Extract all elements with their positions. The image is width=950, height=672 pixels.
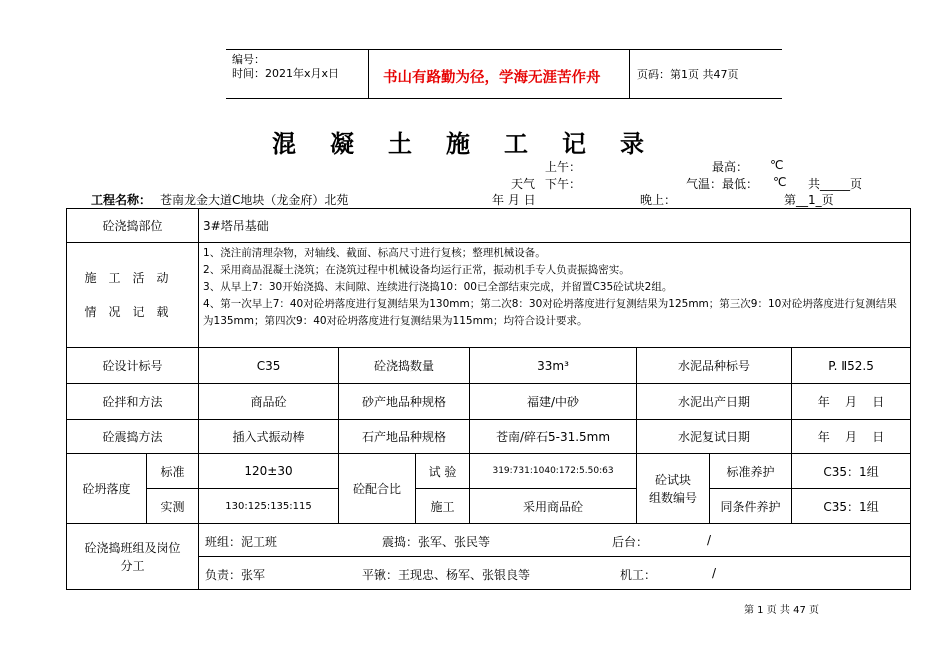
team-row-1 — [199, 524, 911, 557]
leader-value: 负责：张军 — [205, 568, 266, 582]
construction-record-table — [66, 208, 911, 590]
cement-retest-value: 年 月 日 — [792, 420, 911, 454]
weather-label: 天气 — [511, 177, 536, 191]
project-name: 苍南龙金大道C地块（龙金府）北苑 — [160, 193, 349, 207]
temp-label: 气温：最低： — [686, 177, 759, 191]
max-temp-label: 最高： — [712, 160, 749, 174]
test-label: 试 验 — [416, 454, 470, 489]
activity-label-line1: 施工活动 — [84, 271, 181, 285]
backstage-value: / — [707, 533, 712, 547]
date-label: 时间：2021年x月x日 — [232, 67, 340, 80]
header-divider — [629, 50, 630, 98]
leveler-value: 平锹：王现忠、杨军、张银良等 — [362, 568, 531, 582]
mechanic-value: / — [712, 566, 717, 580]
specimen-label-line2: 组数编号 — [649, 490, 698, 505]
same-cure-label: 同条件养护 — [710, 489, 792, 524]
max-temp-unit: ℃ — [770, 158, 784, 172]
page-title: 混凝土施工记录 — [272, 129, 678, 158]
backstage-label: 后台： — [612, 535, 649, 549]
activity-label — [67, 243, 199, 348]
cement-date-value: 年 月 日 — [792, 384, 911, 420]
same-cure-value: C35：1组 — [792, 489, 911, 524]
vibrator-value: 震捣：张军、张民等 — [382, 535, 491, 549]
standard-label: 标准 — [147, 454, 199, 489]
motto: 书山有路勤为径，学海无涯苦作舟 — [383, 70, 601, 86]
stone-label: 石产地品种规格 — [339, 420, 470, 454]
morning-label: 上午： — [545, 160, 582, 174]
slump-label: 砼坍落度 — [67, 454, 147, 524]
activity-line: 3、从早上7：30开始浇捣、末间隙、连续进行浇捣10：00已全部结束完成，并留置C35砼试块2组。 — [203, 281, 673, 293]
team-label — [67, 524, 199, 590]
activity-line: 2、采用商品混凝土浇筑；在浇筑过程中机械设备均运行正常，振动机手专人负责振捣密实。 — [203, 264, 630, 276]
std-cure-value: C35：1组 — [792, 454, 911, 489]
mix-ratio-label: 砼配合比 — [339, 454, 416, 524]
pour-location-value: 3#塔吊基础 — [199, 209, 911, 243]
actual-label: 实测 — [147, 489, 199, 524]
team-value: 班组：泥工班 — [205, 535, 278, 549]
pour-qty-label: 砼浇捣数量 — [339, 348, 470, 384]
mechanic-label: 机工： — [620, 568, 657, 582]
specimen-label-line1: 砼试块 — [655, 472, 692, 487]
sand-label: 砂产地品种规格 — [339, 384, 470, 420]
standard-value: 120±30 — [199, 454, 339, 489]
evening-label: 晚上： — [640, 193, 677, 207]
activity-record — [199, 243, 911, 348]
team-label-line1: 砼浇捣班组及岗位 — [84, 540, 181, 555]
page-code: 页码：第1页 共47页 — [637, 68, 739, 81]
test-value: 319:731:1040:172:5.50:63 — [470, 454, 637, 489]
mix-method-value: 商品砼 — [199, 384, 339, 420]
min-temp-unit: ℃ — [773, 175, 787, 189]
page-footer: 第 1 页 共 47 页 — [744, 605, 819, 616]
specimen-label — [637, 454, 710, 524]
stone-value: 苍南/碎石5-31.5mm — [470, 420, 637, 454]
cement-date-label: 水泥出产日期 — [637, 384, 792, 420]
construction-label: 施工 — [416, 489, 470, 524]
activity-label-line2: 情况记载 — [84, 305, 181, 319]
cement-retest-label: 水泥复试日期 — [637, 420, 792, 454]
std-cure-label: 标准养护 — [710, 454, 792, 489]
mix-method-label: 砼拌和方法 — [67, 384, 199, 420]
pour-location-label: 砼浇捣部位 — [67, 209, 199, 243]
record-date: 年 月 日 — [492, 193, 536, 207]
design-grade-value: C35 — [199, 348, 339, 384]
sand-value: 福建/中砂 — [470, 384, 637, 420]
serial-label: 编号： — [232, 53, 265, 66]
cement-grade-label: 水泥品种标号 — [637, 348, 792, 384]
vibrate-value: 插入式振动棒 — [199, 420, 339, 454]
afternoon-label: 下午： — [545, 177, 582, 191]
page-number: 第__1_页 — [784, 193, 834, 207]
document-header — [226, 49, 782, 99]
actual-value: 130:125:135:115 — [199, 489, 339, 524]
design-grade-label: 砼设计标号 — [67, 348, 199, 384]
activity-line: 1、浇注前清理杂物，对轴线、截面、标高尺寸进行复核；整理机械设备。 — [203, 247, 546, 259]
activity-line: 4、第一次早上7：40对砼坍落度进行复测结果为130mm；第二次8：30对砼坍落度进行复测结果为125mm；第三次9：10对砼坍落度进行复测结果为135mm；第四次9：40对砼坍落度进行复测结果为115mm；均符合设计要求。 — [203, 298, 897, 327]
project-label: 工程名称： — [91, 193, 152, 207]
team-label-line2: 分工 — [120, 558, 145, 573]
pour-qty-value: 33m³ — [470, 348, 637, 384]
header-divider — [368, 50, 369, 98]
construction-value: 采用商品砼 — [470, 489, 637, 524]
total-pages: 共_____页 — [808, 177, 863, 191]
vibrate-label: 砼震捣方法 — [67, 420, 199, 454]
team-row-2 — [199, 557, 911, 590]
cement-grade-value: P. Ⅱ52.5 — [792, 348, 911, 384]
